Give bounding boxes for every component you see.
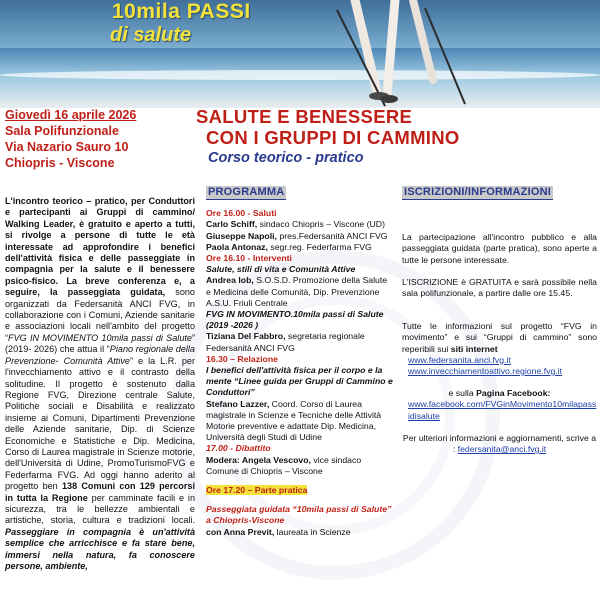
event-place: Chiopris - Viscone [5, 156, 115, 170]
course-subtitle: Corso teorico - pratico [208, 150, 364, 166]
speaker-row: Giuseppe Napoli, pres.Federsanità ANCI FVG [206, 230, 388, 241]
contact-paragraph: Per ulteriori informazioni e aggiornamenti, scrive a : federsanita@anci.fvg.it [402, 432, 597, 455]
campaign-subtitle: di salute [110, 24, 192, 46]
talk-title: Salute, stili di vita e Comunità Attive [206, 264, 356, 275]
event-address: Via Nazario Sauro 10 [5, 140, 129, 154]
registration-paragraph: La partecipazione all'incontro pubblico e alla passeggiata guidata (parte pratica), sono aperte a tutte le persone interessate. [402, 232, 597, 265]
speaker-row: Stefano Lazzer, Coord. Corso di Laurea magistrale in Scienze e Tecniche delle Attività Motorie preventive e adattate Dip. Medicina, Università degli Studi di Udine [206, 398, 382, 443]
speaker-row: Carlo Schiff, sindaco Chiopris – Viscone (UD) [206, 219, 385, 230]
facebook-label: e sulla Pagina Facebook: [448, 388, 551, 399]
campaign-title: 10mila PASSI [112, 0, 251, 23]
email-link[interactable]: federsanita@anci.fvg.it [457, 444, 547, 455]
main-heading [196, 106, 460, 148]
website-link-invecchiamento[interactable]: www.invecchiamentoattivo.regione.fvg.it [408, 366, 563, 377]
speaker-row: Modera: Angela Vescovo, vice sindaco Comune di Chiopris – Viscone [206, 454, 362, 476]
talk-title: FVG IN MOVIMENTO.10mila passi di Salute (2019 -2026 ) [206, 309, 384, 331]
header-banner [0, 0, 600, 108]
facebook-link[interactable]: www.facebook.com/FVGinMovimento10milapassidisalute [408, 399, 597, 421]
talk-title: I benefici dell'attività fisica per il corpo e la mente “Linee guida per Gruppi di Cammino e Conduttori” [206, 365, 393, 398]
wave-foam [0, 70, 600, 80]
walkers-legs-image [315, 0, 485, 108]
program-title: PROGRAMMA [206, 186, 286, 200]
program-time-interventi: Ore 16.10 - Interventi [206, 253, 292, 264]
registration-column [402, 186, 597, 455]
program-time-pratica: Ore 17.20 – Parte pratica [206, 485, 308, 496]
event-venue: Sala Polifunzionale [5, 124, 119, 138]
heading-line-1: SALUTE E BENESSERE [196, 106, 413, 127]
heading-line-2: CON I GRUPPI DI CAMMINO [206, 127, 460, 148]
program-column [206, 186, 394, 538]
speaker-row: Paola Antonaz, segr.reg. Federfarma FVG [206, 241, 372, 252]
speaker-row: Andrea Iob, S.O.S.D. Promozione della Salute e Medicina delle Comunità, Dip. Prevenzione A.S.U. Friuli Centrale [206, 275, 388, 308]
event-date: Giovedì 16 aprile 2026 [5, 108, 137, 122]
speaker-row: con Anna Previt, laureata in Scienze [206, 526, 351, 537]
website-link-federsanita[interactable]: www.federsanita.anci.fvg.it [408, 354, 511, 365]
program-time-dibattito: 17.00 - Dibattito [206, 443, 271, 454]
intro-paragraph: L'incontro teorico – pratico, per Conduttori e partecipanti ai Gruppi di cammino/ Walking Leader, è gratuito e aperto a tutti, si rivolge a persone di tutte le età interessate ad approfondire i benefici dell'attività fisica e delle passeggiate in compagnia per la salute e il benessere psico-fisico. La breve conferenza e, a seguire, la passeggiata guidata, sono organizzati da Federsanità ANCI FVG, in collaborazione con i Comuni, Aziende sanitarie e associazioni locali nell'ambito del progetto “FVG IN MOVIMENTO 10mila passi di Salute” (2019- 2026) che attua il “Piano regionale della Prevenzione- Comunità Attive” e la L.R. per l'invecchiamento attivo e il contrasto della solitudine. Il progetto è sostenuto dalla Regione FVG, Direzione centrale Salute, Politiche sociali e Disabilità e realizzato insieme ai Comuni, Dipartimenti Prevenzione delle Aziende sanitarie, Dip. di Scienze Economiche e Statistiche e Dip. Medicina, Corso di Laurea magistrale in Scienze motorie, dell'Università di Udine, PromoTurismoFVG e Federfarma FVG. Ad oggi hanno aderito al progetto ben 138 Comuni con 129 percorsi in tutta la Regione per camminate facili e in sicurezza, tra le bellezze ambientali e artistiche, storia, cultura e tradizioni locali. Passeggiare in compagnia è un'attività semplice che arricchisce e fa stare bene, immersi nella natura, fa conoscere persone, ambiente, [5, 196, 196, 571]
registration-title: ISCRIZIONI/INFORMAZIONI [402, 186, 553, 200]
program-time-saluti: Ore 16.00 - Saluti [206, 208, 277, 219]
registration-free-note: L'ISCRIZIONE è GRATUITA e sarà possibile nella sala polifunzionale, a partire dalle ore 15.45. [402, 276, 597, 299]
program-time-relazione: 16.30 – Relazione [206, 353, 278, 364]
speaker-row: Tiziana Del Fabbro, segretaria regionale Federsanità ANCI FVG [206, 331, 365, 353]
event-info [5, 107, 185, 171]
intro-column [5, 196, 195, 572]
talk-title: Passeggiata guidata “10mila passi di Salute” a Chiopris-Viscone [206, 504, 392, 526]
info-paragraph: Tutte le informazioni sul progetto “FVG in movimento” e sui “Gruppi di cammino” sono reperibili sui siti internet [402, 321, 597, 354]
